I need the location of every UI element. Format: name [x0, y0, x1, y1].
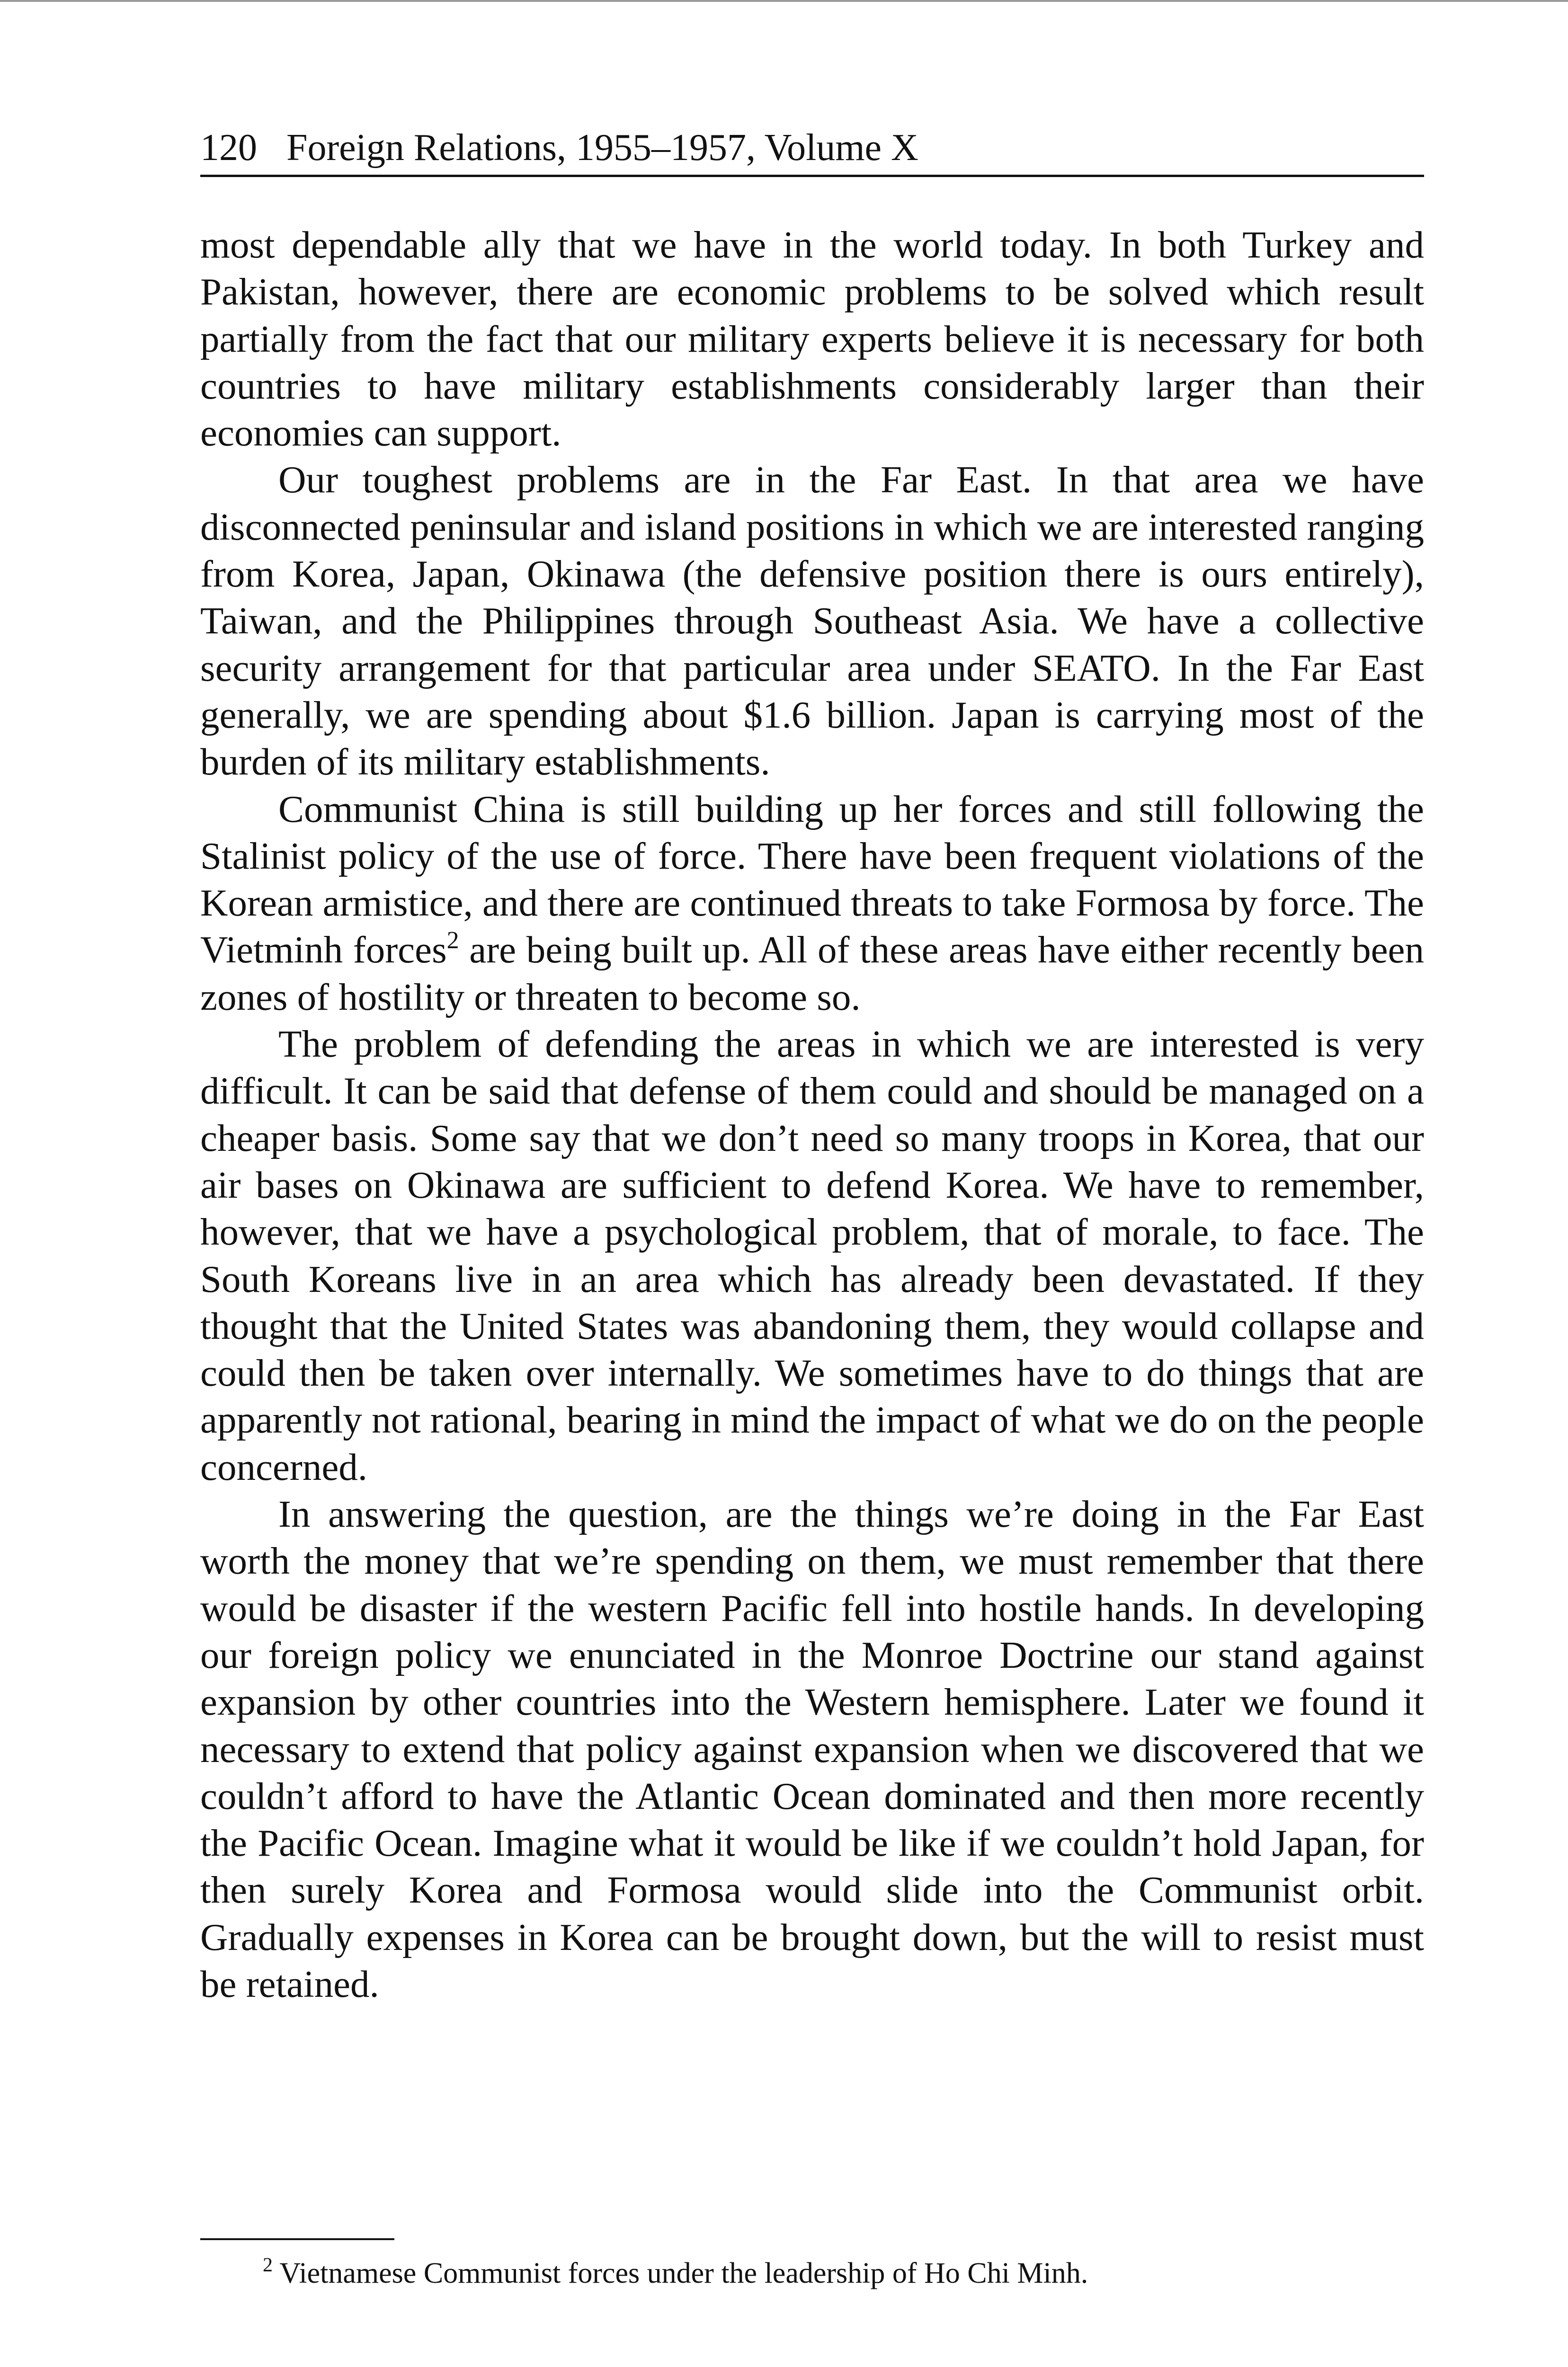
paragraph-3-text-after: are being built up. All of these areas have either recently been zones of hostility or threaten to become so.	[200, 928, 1424, 1018]
running-head	[200, 124, 1424, 177]
body-text	[200, 222, 1424, 2008]
footnote-divider	[200, 2238, 394, 2240]
running-title: Foreign Relations, 1955–1957, Volume X	[286, 127, 918, 169]
paragraph-2: Our toughest problems are in the Far East. In that area we have disconnected peninsular and island positions in which we are interested ranging from Korea, Japan, Okinawa (the defensive position there is ours entirely), Taiwan, and the Philippines through Southeast Asia. We have a collective security arrangement for that particular area under SEATO. In the Far East generally, we are spending about $1.6 billion. Japan is carrying most of the burden of its military establishments.	[200, 458, 1424, 783]
footnote-reference: 2	[446, 927, 459, 954]
top-edge-rule	[0, 0, 1568, 2]
footnote-marker: 2	[263, 2254, 273, 2276]
paragraph-3-text-before: Communist China is still building up her forces and still following the Stalinist policy of the use of force. There have been frequent violations of the Korean armistice, and there are continued threats to take Formosa by force. The Vietminh forces	[200, 787, 1424, 971]
paragraph-5: In answering the question, are the things we’re doing in the Far East worth the money that we’re spending on them, we must remember that there would be disaster if the western Pacific fell into hostile hands. In developing our foreign policy we enunciated in the Monroe Doctrine our stand against expansion by other countries into the Western hemisphere. Later we found it necessary to extend that policy against expansion when we discovered that we couldn’t afford to have the Atlantic Ocean dominated and then more recently the Pacific Ocean. Imagine what it would be like if we couldn’t hold Japan, for then surely Korea and Formosa would slide into the Communist orbit. Gradually expenses in Korea can be brought down, but the will to resist must be retained.	[200, 1493, 1424, 2005]
paragraph-4: The problem of defending the areas in which we are interested is very difficult. It can be said that defense of them could and should be managed on a cheaper basis. Some say that we don’t need so many troops in Korea, that our air bases on Okinawa are sufficient to defend Korea. We have to remember, however, that we have a psychological problem, that of morale, to face. The South Koreans live in an area which has already been devastated. If they thought that the United States was abandoning them, they would collapse and could then be taken over internally. We sometimes have to do things that are apparently not rational, bearing in mind the impact of what we do on the people concerned.	[200, 1023, 1424, 1488]
footnote	[263, 2254, 1424, 2292]
paragraph-3	[200, 786, 1424, 1021]
footnote-text: Vietnamese Communist forces under the leadership of Ho Chi Minh.	[279, 2257, 1088, 2289]
page-number: 120	[200, 127, 257, 169]
paragraph-1: most dependable ally that we have in the world today. In both Turkey and Pakistan, however, there are economic problems to be solved which result partially from the fact that our military experts believe it is necessary for both countries to have military establishments considerably larger than their economies can support.	[200, 223, 1424, 454]
